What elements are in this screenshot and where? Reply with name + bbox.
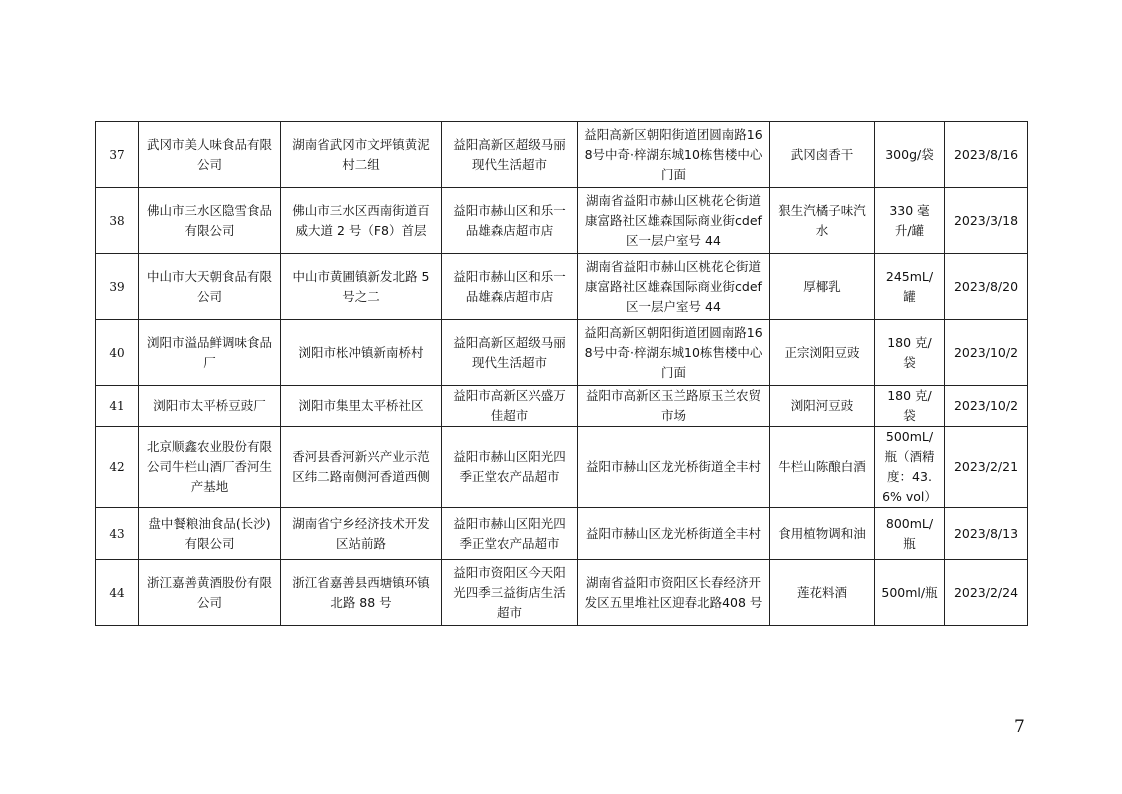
table-row	[96, 386, 1028, 427]
row-number: 40	[96, 320, 139, 386]
spec-cell: 245mL/罐	[875, 254, 945, 320]
store-address-cell: 益阳市高新区玉兰路原玉兰农贸市场	[578, 386, 770, 427]
date-cell: 2023/2/21	[945, 427, 1028, 508]
row-number: 43	[96, 508, 139, 560]
date-cell: 2023/2/24	[945, 560, 1028, 626]
row-number: 39	[96, 254, 139, 320]
store-cell: 益阳市赫山区阳光四季正堂农产品超市	[442, 508, 578, 560]
store-cell: 益阳市赫山区和乐一品雄森店超市店	[442, 188, 578, 254]
manufacturer-cell: 浙江嘉善黄酒股份有限公司	[139, 560, 281, 626]
table-row	[96, 427, 1028, 508]
spec-cell: 180 克/袋	[875, 320, 945, 386]
manufacturer-address-cell: 湖南省武冈市文坪镇黄泥村二组	[281, 122, 442, 188]
product-name-cell: 食用植物调和油	[770, 508, 875, 560]
spec-cell: 300g/袋	[875, 122, 945, 188]
date-cell: 2023/10/2	[945, 386, 1028, 427]
store-address-cell: 益阳市赫山区龙光桥街道全丰村	[578, 427, 770, 508]
manufacturer-cell: 浏阳市溢品鲜调味食品厂	[139, 320, 281, 386]
manufacturer-cell: 中山市大天朝食品有限公司	[139, 254, 281, 320]
store-address-cell: 湖南省益阳市资阳区长春经济开发区五里堆社区迎春北路408 号	[578, 560, 770, 626]
store-cell: 益阳市资阳区今天阳光四季三益街店生活超市	[442, 560, 578, 626]
manufacturer-address-cell: 佛山市三水区西南街道百威大道 2 号（F8）首层	[281, 188, 442, 254]
product-name-cell: 浏阳河豆豉	[770, 386, 875, 427]
store-cell: 益阳市高新区兴盛万佳超市	[442, 386, 578, 427]
store-address-cell: 湖南省益阳市赫山区桃花仑街道康富路社区雄森国际商业街cdef 区一层户室号 44	[578, 254, 770, 320]
date-cell: 2023/8/13	[945, 508, 1028, 560]
manufacturer-cell: 武冈市美人味食品有限公司	[139, 122, 281, 188]
manufacturer-cell: 盘中餐粮油食品(长沙)有限公司	[139, 508, 281, 560]
page-number: 7	[1014, 717, 1025, 737]
store-address-cell: 益阳市赫山区龙光桥街道全丰村	[578, 508, 770, 560]
product-name-cell: 武冈卤香干	[770, 122, 875, 188]
manufacturer-cell: 北京顺鑫农业股份有限公司牛栏山酒厂香河生产基地	[139, 427, 281, 508]
product-name-cell: 狠生汽橘子味汽水	[770, 188, 875, 254]
store-address-cell: 益阳高新区朝阳街道团圆南路168号中奇·梓湖东城10栋售楼中心门面	[578, 122, 770, 188]
product-name-cell: 莲花料酒	[770, 560, 875, 626]
store-address-cell: 益阳高新区朝阳街道团圆南路168号中奇·梓湖东城10栋售楼中心门面	[578, 320, 770, 386]
product-name-cell: 牛栏山陈酿白酒	[770, 427, 875, 508]
table-row	[96, 188, 1028, 254]
spec-cell: 500mL/瓶（酒精度：43.6% vol）	[875, 427, 945, 508]
date-cell: 2023/10/2	[945, 320, 1028, 386]
date-cell: 2023/8/20	[945, 254, 1028, 320]
table-row	[96, 254, 1028, 320]
manufacturer-address-cell: 浏阳市枨冲镇新南桥村	[281, 320, 442, 386]
row-number: 37	[96, 122, 139, 188]
store-address-cell: 湖南省益阳市赫山区桃花仑街道康富路社区雄森国际商业街cdef 区一层户室号 44	[578, 188, 770, 254]
store-cell: 益阳高新区超级马丽现代生活超市	[442, 122, 578, 188]
store-cell: 益阳市赫山区阳光四季正堂农产品超市	[442, 427, 578, 508]
spec-cell: 330 毫升/罐	[875, 188, 945, 254]
row-number: 38	[96, 188, 139, 254]
table-row	[96, 508, 1028, 560]
manufacturer-address-cell: 中山市黄圃镇新发北路 5 号之二	[281, 254, 442, 320]
store-cell: 益阳高新区超级马丽现代生活超市	[442, 320, 578, 386]
date-cell: 2023/8/16	[945, 122, 1028, 188]
spec-cell: 180 克/袋	[875, 386, 945, 427]
table-row	[96, 320, 1028, 386]
product-name-cell: 厚椰乳	[770, 254, 875, 320]
date-cell: 2023/3/18	[945, 188, 1028, 254]
row-number: 42	[96, 427, 139, 508]
manufacturer-address-cell: 浏阳市集里太平桥社区	[281, 386, 442, 427]
store-cell: 益阳市赫山区和乐一品雄森店超市店	[442, 254, 578, 320]
row-number: 41	[96, 386, 139, 427]
table-row	[96, 122, 1028, 188]
manufacturer-address-cell: 湖南省宁乡经济技术开发区站前路	[281, 508, 442, 560]
manufacturer-cell: 佛山市三水区隐雪食品有限公司	[139, 188, 281, 254]
sampling-results-table	[95, 121, 1028, 626]
manufacturer-address-cell: 浙江省嘉善县西塘镇环镇北路 88 号	[281, 560, 442, 626]
spec-cell: 800mL/瓶	[875, 508, 945, 560]
product-name-cell: 正宗浏阳豆豉	[770, 320, 875, 386]
spec-cell: 500ml/瓶	[875, 560, 945, 626]
manufacturer-cell: 浏阳市太平桥豆豉厂	[139, 386, 281, 427]
manufacturer-address-cell: 香河县香河新兴产业示范区纬二路南侧河香道西侧	[281, 427, 442, 508]
row-number: 44	[96, 560, 139, 626]
table-row	[96, 560, 1028, 626]
